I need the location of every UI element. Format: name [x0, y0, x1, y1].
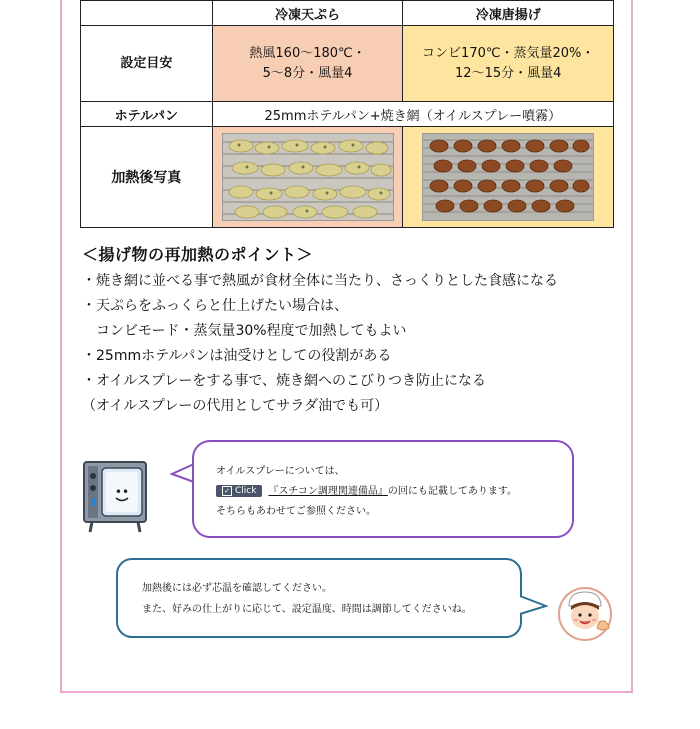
karaage-photo: [422, 133, 594, 221]
table-row-pan: [81, 102, 614, 127]
bubble2-line2: また、好みの仕上がりに応じて、設定温度、時間は調節してくださいね。: [142, 604, 472, 615]
core-temp-note-bubble: [116, 558, 522, 638]
table-header-row: [81, 1, 614, 26]
bubble1-text: [216, 462, 517, 522]
point-line-3: コンビモード・蒸気量30%程度で加熱してもよい: [82, 323, 407, 339]
row-label-photo: 加熱後写真: [81, 127, 213, 228]
bubble2-text: [142, 578, 472, 620]
bubble1-line3: そちらもあわせてご参照ください。: [216, 506, 376, 517]
reheating-points: [82, 242, 642, 419]
header-karaage: 冷凍唐揚げ: [403, 1, 614, 26]
point-line-4: ・25mmホテルパンは油受けとしての役割がある: [82, 348, 392, 364]
click-button[interactable]: ✓ Click: [216, 485, 262, 497]
bubble2-tail: [518, 594, 548, 616]
points-title: ＜揚げ物の再加熱のポイント＞: [82, 245, 314, 264]
table-row-setting: [81, 26, 614, 102]
point-line-6: （オイルスプレーの代用としてサラダ油でも可）: [82, 398, 389, 414]
setting-tempura-line1: 熱風160～180℃・: [249, 45, 366, 61]
bubble1-line2: [216, 482, 517, 502]
equipment-link[interactable]: 『スチコン調理関連備品』: [268, 486, 388, 497]
pan-value: 25mmホテルパン+焼き網（オイルスプレー噴霧）: [212, 102, 613, 127]
table-row-photo: [81, 127, 614, 228]
setting-karaage: [403, 26, 614, 102]
oil-spray-note-bubble: [192, 440, 574, 538]
steam-convection-oven-icon: [82, 460, 148, 538]
tempura-photo: [222, 133, 394, 221]
setting-karaage-line1: コンビ170℃・蒸気量20%・: [422, 45, 595, 61]
bubble1-line1: オイルスプレーについては、: [216, 466, 345, 477]
point-line-2: ・天ぷらをふっくらと仕上げたい場合は、: [82, 298, 348, 314]
setting-karaage-line2: 12～15分・風量4: [455, 65, 562, 81]
row-label-pan: ホテルパン: [81, 102, 213, 127]
header-empty: [81, 1, 213, 26]
point-line-5: ・オイルスプレーをする事で、焼き網へのこびりつき防止になる: [82, 373, 487, 389]
bubble2-line1: 加熱後には必ず芯温を確認してください。: [142, 583, 332, 594]
svg-text:••: ••: [114, 485, 130, 499]
row-label-setting: 設定目安: [81, 26, 213, 102]
spec-table: [80, 0, 614, 228]
header-tempura: 冷凍天ぷら: [212, 1, 403, 26]
chef-face-icon: [555, 584, 617, 646]
bubble1-line2-rest: の回にも記載してあります。: [387, 486, 518, 497]
photo-cell-tempura: [212, 127, 403, 228]
setting-tempura-line2: 5～8分・風量4: [262, 65, 353, 81]
setting-tempura: [212, 26, 403, 102]
check-icon: ✓: [222, 486, 232, 496]
point-line-1: ・焼き網に並べる事で熱風が食材全体に当たり、さっくりとした食感になる: [82, 273, 558, 289]
photo-cell-karaage: [403, 127, 614, 228]
